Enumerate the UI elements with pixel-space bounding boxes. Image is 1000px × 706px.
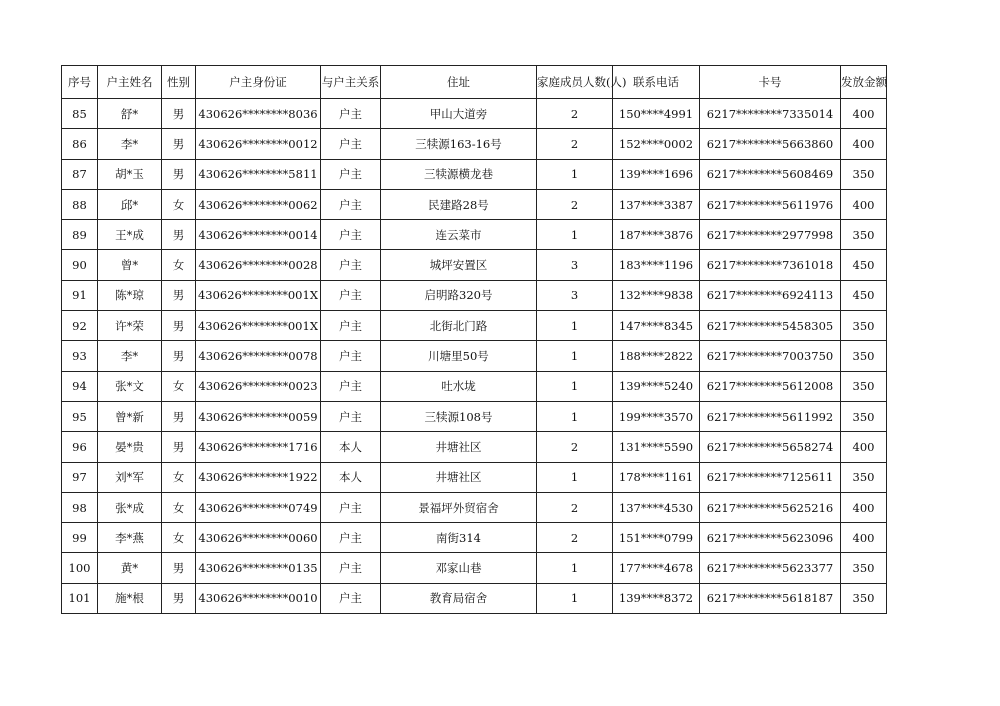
cell-id-number: 430626********001X: [196, 280, 321, 310]
cell-name: 曾*: [98, 250, 162, 280]
header-phone: 联系电话: [613, 66, 700, 99]
cell-name: 张*成: [98, 492, 162, 522]
cell-member-count: 2: [537, 99, 613, 129]
cell-index: 90: [62, 250, 98, 280]
header-relation: 与户主关系: [321, 66, 381, 99]
cell-gender: 男: [162, 159, 196, 189]
cell-address: 民建路28号: [381, 189, 537, 219]
cell-relation: 户主: [321, 129, 381, 159]
table-row: [62, 220, 887, 250]
cell-address: 川塘里50号: [381, 341, 537, 371]
cell-name: 晏*贵: [98, 432, 162, 462]
cell-gender: 女: [162, 250, 196, 280]
table-row: [62, 129, 887, 159]
cell-gender: 女: [162, 189, 196, 219]
cell-phone: 137****3387: [613, 189, 700, 219]
cell-phone: 137****4530: [613, 492, 700, 522]
cell-card-number: 6217********2977998: [700, 220, 841, 250]
cell-name: 胡*玉: [98, 159, 162, 189]
cell-card-number: 6217********5618187: [700, 583, 841, 613]
cell-gender: 男: [162, 99, 196, 129]
cell-card-number: 6217********7125611: [700, 462, 841, 492]
cell-index: 95: [62, 401, 98, 431]
cell-id-number: 430626********1922: [196, 462, 321, 492]
cell-index: 96: [62, 432, 98, 462]
cell-phone: 199****3570: [613, 401, 700, 431]
cell-address: 连云菜市: [381, 220, 537, 250]
cell-member-count: 1: [537, 159, 613, 189]
cell-index: 94: [62, 371, 98, 401]
cell-member-count: 3: [537, 280, 613, 310]
table-row: [62, 432, 887, 462]
cell-gender: 女: [162, 523, 196, 553]
cell-index: 97: [62, 462, 98, 492]
cell-card-number: 6217********7003750: [700, 341, 841, 371]
cell-index: 92: [62, 311, 98, 341]
cell-member-count: 1: [537, 341, 613, 371]
cell-card-number: 6217********5611976: [700, 189, 841, 219]
cell-card-number: 6217********5623096: [700, 523, 841, 553]
table-row: [62, 523, 887, 553]
cell-gender: 男: [162, 401, 196, 431]
cell-index: 85: [62, 99, 98, 129]
cell-gender: 男: [162, 311, 196, 341]
table-row: [62, 311, 887, 341]
cell-gender: 男: [162, 129, 196, 159]
cell-index: 91: [62, 280, 98, 310]
cell-id-number: 430626********0012: [196, 129, 321, 159]
cell-member-count: 2: [537, 129, 613, 159]
cell-relation: 户主: [321, 159, 381, 189]
cell-relation: 户主: [321, 401, 381, 431]
cell-amount: 400: [841, 99, 887, 129]
cell-amount: 350: [841, 341, 887, 371]
cell-gender: 男: [162, 583, 196, 613]
cell-id-number: 430626********5811: [196, 159, 321, 189]
table-row: [62, 401, 887, 431]
cell-member-count: 1: [537, 401, 613, 431]
cell-id-number: 430626********0749: [196, 492, 321, 522]
cell-gender: 女: [162, 371, 196, 401]
cell-index: 93: [62, 341, 98, 371]
cell-name: 李*: [98, 129, 162, 159]
header-card-number: 卡号: [700, 66, 841, 99]
cell-card-number: 6217********5612008: [700, 371, 841, 401]
cell-member-count: 2: [537, 492, 613, 522]
cell-name: 刘*军: [98, 462, 162, 492]
cell-member-count: 1: [537, 311, 613, 341]
cell-card-number: 6217********5658274: [700, 432, 841, 462]
cell-index: 88: [62, 189, 98, 219]
cell-relation: 户主: [321, 341, 381, 371]
cell-index: 87: [62, 159, 98, 189]
cell-relation: 户主: [321, 311, 381, 341]
cell-name: 黄*: [98, 553, 162, 583]
cell-amount: 450: [841, 280, 887, 310]
cell-gender: 男: [162, 432, 196, 462]
cell-name: 王*成: [98, 220, 162, 250]
cell-member-count: 1: [537, 553, 613, 583]
cell-address: 井塘社区: [381, 432, 537, 462]
cell-id-number: 430626********0010: [196, 583, 321, 613]
cell-phone: 151****0799: [613, 523, 700, 553]
cell-name: 许*荣: [98, 311, 162, 341]
cell-index: 86: [62, 129, 98, 159]
cell-name: 李*: [98, 341, 162, 371]
cell-id-number: 430626********0028: [196, 250, 321, 280]
cell-name: 陈*琼: [98, 280, 162, 310]
cell-relation: 户主: [321, 189, 381, 219]
cell-amount: 400: [841, 189, 887, 219]
cell-card-number: 6217********5625216: [700, 492, 841, 522]
cell-address: 北街北门路: [381, 311, 537, 341]
cell-name: 张*文: [98, 371, 162, 401]
cell-phone: 147****8345: [613, 311, 700, 341]
table-row: [62, 280, 887, 310]
cell-relation: 户主: [321, 250, 381, 280]
cell-phone: 183****1196: [613, 250, 700, 280]
cell-index: 100: [62, 553, 98, 583]
header-amount: 发放金额: [841, 66, 887, 99]
cell-amount: 350: [841, 159, 887, 189]
table-row: [62, 341, 887, 371]
cell-name: 邱*: [98, 189, 162, 219]
cell-relation: 户主: [321, 371, 381, 401]
cell-gender: 男: [162, 220, 196, 250]
cell-address: 吐水垅: [381, 371, 537, 401]
cell-amount: 400: [841, 492, 887, 522]
cell-amount: 350: [841, 311, 887, 341]
cell-card-number: 6217********5458305: [700, 311, 841, 341]
cell-amount: 350: [841, 401, 887, 431]
cell-phone: 187****3876: [613, 220, 700, 250]
cell-id-number: 430626********8036: [196, 99, 321, 129]
cell-member-count: 1: [537, 220, 613, 250]
cell-id-number: 430626********0135: [196, 553, 321, 583]
cell-index: 89: [62, 220, 98, 250]
table-row: [62, 250, 887, 280]
cell-member-count: 1: [537, 371, 613, 401]
cell-address: 教育局宿舍: [381, 583, 537, 613]
cell-name: 施*根: [98, 583, 162, 613]
cell-id-number: 430626********001X: [196, 311, 321, 341]
cell-relation: 户主: [321, 280, 381, 310]
cell-relation: 户主: [321, 99, 381, 129]
cell-gender: 男: [162, 341, 196, 371]
cell-member-count: 2: [537, 523, 613, 553]
cell-relation: 本人: [321, 432, 381, 462]
cell-member-count: 1: [537, 583, 613, 613]
cell-id-number: 430626********0014: [196, 220, 321, 250]
cell-member-count: 3: [537, 250, 613, 280]
cell-phone: 178****1161: [613, 462, 700, 492]
cell-phone: 132****9838: [613, 280, 700, 310]
cell-relation: 户主: [321, 523, 381, 553]
cell-gender: 男: [162, 280, 196, 310]
cell-index: 99: [62, 523, 98, 553]
cell-index: 101: [62, 583, 98, 613]
cell-relation: 户主: [321, 553, 381, 583]
cell-amount: 350: [841, 220, 887, 250]
cell-relation: 户主: [321, 220, 381, 250]
cell-address: 甲山大道旁: [381, 99, 537, 129]
cell-phone: 139****5240: [613, 371, 700, 401]
header-id-number: 户主身份证: [196, 66, 321, 99]
cell-card-number: 6217********6924113: [700, 280, 841, 310]
cell-gender: 男: [162, 553, 196, 583]
cell-amount: 450: [841, 250, 887, 280]
header-index: 序号: [62, 66, 98, 99]
table-row: [62, 99, 887, 129]
cell-id-number: 430626********0062: [196, 189, 321, 219]
table-row: [62, 492, 887, 522]
table-row: [62, 189, 887, 219]
cell-card-number: 6217********5608469: [700, 159, 841, 189]
cell-address: 城坪安置区: [381, 250, 537, 280]
table-row: [62, 583, 887, 613]
cell-amount: 400: [841, 523, 887, 553]
cell-card-number: 6217********7335014: [700, 99, 841, 129]
cell-name: 李*燕: [98, 523, 162, 553]
cell-amount: 350: [841, 462, 887, 492]
cell-card-number: 6217********5611992: [700, 401, 841, 431]
cell-relation: 本人: [321, 462, 381, 492]
cell-gender: 女: [162, 492, 196, 522]
cell-relation: 户主: [321, 583, 381, 613]
cell-address: 景福坪外贸宿舍: [381, 492, 537, 522]
header-address: 住址: [381, 66, 537, 99]
cell-id-number: 430626********1716: [196, 432, 321, 462]
cell-address: 三犊源163-16号: [381, 129, 537, 159]
cell-relation: 户主: [321, 492, 381, 522]
cell-address: 井塘社区: [381, 462, 537, 492]
cell-amount: 350: [841, 553, 887, 583]
cell-amount: 400: [841, 129, 887, 159]
cell-card-number: 6217********5623377: [700, 553, 841, 583]
cell-member-count: 2: [537, 189, 613, 219]
cell-phone: 139****8372: [613, 583, 700, 613]
cell-address: 南街314: [381, 523, 537, 553]
cell-amount: 350: [841, 583, 887, 613]
cell-phone: 152****0002: [613, 129, 700, 159]
cell-card-number: 6217********5663860: [700, 129, 841, 159]
table-row: [62, 371, 887, 401]
cell-card-number: 6217********7361018: [700, 250, 841, 280]
cell-address: 三犊源108号: [381, 401, 537, 431]
cell-address: 启明路320号: [381, 280, 537, 310]
header-member-count: 家庭成员人数(人): [537, 66, 613, 99]
header-row: [62, 66, 887, 99]
table-row: [62, 462, 887, 492]
cell-phone: 150****4991: [613, 99, 700, 129]
table-row: [62, 553, 887, 583]
cell-id-number: 430626********0059: [196, 401, 321, 431]
header-gender: 性别: [162, 66, 196, 99]
cell-index: 98: [62, 492, 98, 522]
cell-gender: 女: [162, 462, 196, 492]
cell-amount: 350: [841, 371, 887, 401]
cell-phone: 139****1696: [613, 159, 700, 189]
cell-address: 邓家山巷: [381, 553, 537, 583]
cell-member-count: 1: [537, 462, 613, 492]
cell-phone: 131****5590: [613, 432, 700, 462]
table-row: [62, 159, 887, 189]
cell-name: 舒*: [98, 99, 162, 129]
header-name: 户主姓名: [98, 66, 162, 99]
cell-amount: 400: [841, 432, 887, 462]
cell-member-count: 2: [537, 432, 613, 462]
cell-id-number: 430626********0078: [196, 341, 321, 371]
cell-phone: 177****4678: [613, 553, 700, 583]
household-table: [61, 65, 887, 614]
cell-name: 曾*新: [98, 401, 162, 431]
cell-address: 三犊源横龙巷: [381, 159, 537, 189]
cell-id-number: 430626********0060: [196, 523, 321, 553]
cell-phone: 188****2822: [613, 341, 700, 371]
cell-id-number: 430626********0023: [196, 371, 321, 401]
